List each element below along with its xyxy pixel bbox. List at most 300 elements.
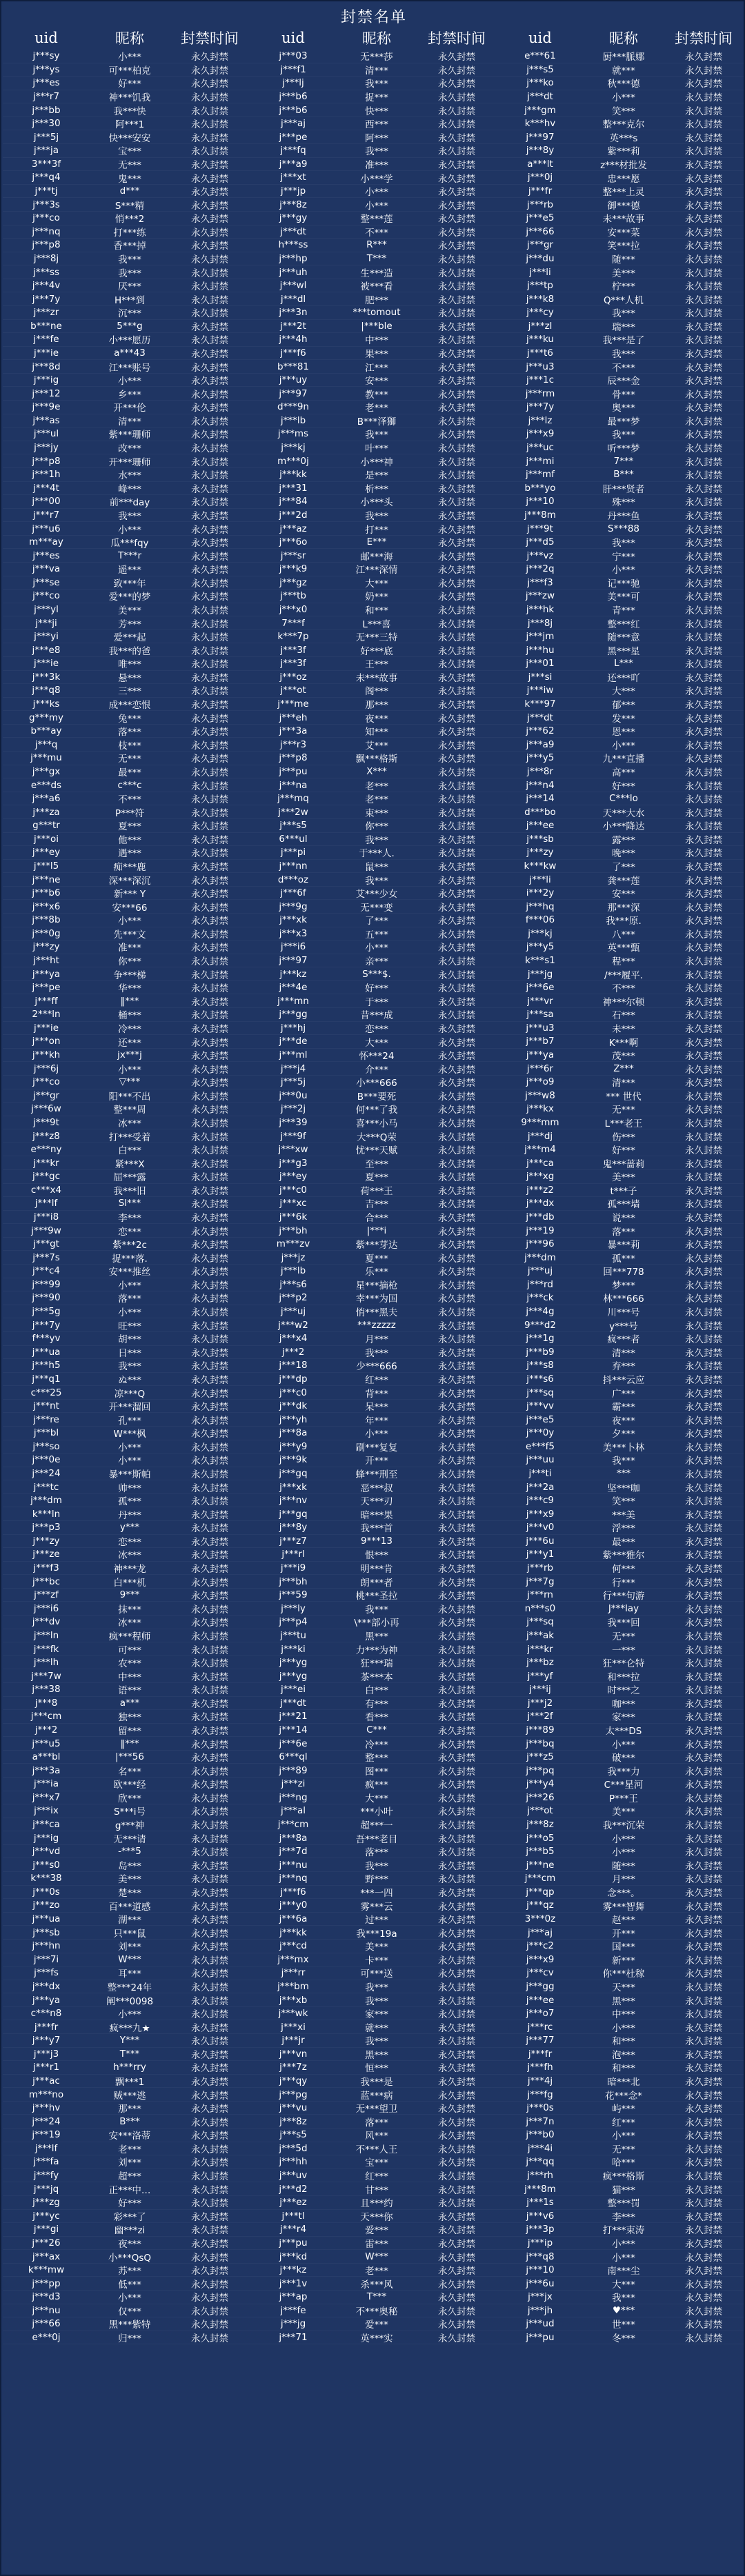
- uid-cell: j***gt: [33, 1238, 59, 1250]
- uid-cell: j***ff: [34, 995, 58, 1007]
- table-row: [3, 590, 250, 603]
- ban-time-cell: 永久封禁: [191, 2117, 228, 2129]
- uid-cell: j***zy: [526, 847, 554, 858]
- table-row: [497, 1211, 744, 1225]
- ban-time-cell: 永久封禁: [191, 1833, 228, 1845]
- ban-time-cell: 永久封禁: [685, 983, 722, 995]
- nickname-cell: 小***: [118, 1456, 141, 1467]
- table-row: [250, 1899, 497, 1913]
- ban-time-cell: 永久封禁: [191, 889, 228, 900]
- uid-cell: j***lf: [34, 2142, 58, 2154]
- uid-cell: 9***mm: [521, 1116, 559, 1128]
- uid-cell: j***fg: [527, 2089, 553, 2100]
- table-row: [250, 846, 497, 860]
- table-row: [497, 833, 744, 847]
- nickname-cell: 落***: [365, 1847, 388, 1859]
- ban-time-cell: 永久封禁: [685, 132, 722, 144]
- nickname-cell: 知***: [365, 727, 388, 738]
- nickname-cell: 芳***: [118, 618, 141, 630]
- table-row: [497, 1332, 744, 1346]
- nickname-cell: 宁***: [612, 551, 635, 563]
- uid-cell: j***eh: [279, 712, 308, 723]
- table-row: [3, 414, 250, 428]
- uid-cell: j***6r: [526, 1063, 554, 1074]
- ban-time-cell: 永久封禁: [438, 1725, 475, 1737]
- uid-cell: j***aj: [527, 1926, 553, 1938]
- nickname-cell: 飘***格斯: [355, 754, 398, 765]
- uid-cell: k***hv: [524, 118, 556, 130]
- nickname-cell: 中***: [365, 335, 388, 347]
- table-row: [250, 671, 497, 685]
- ban-time-cell: 永久封禁: [438, 1213, 475, 1225]
- table-row: [497, 1993, 744, 2007]
- ban-time-cell: 永久封禁: [685, 376, 722, 388]
- nickname-cell: 大***: [365, 578, 388, 590]
- table-row: [497, 1494, 744, 1508]
- nickname-cell: 彩***了: [113, 2211, 146, 2223]
- table-row: [497, 2007, 744, 2021]
- table-row: [497, 171, 744, 185]
- uid-cell: j***2j: [280, 1103, 306, 1115]
- header-ban-time: 封禁时间: [181, 30, 239, 47]
- uid-cell: j***1c: [526, 374, 554, 386]
- ban-time-cell: 永久封禁: [438, 1010, 475, 1022]
- table-row: [497, 522, 744, 536]
- nickname-cell: 香***掉: [113, 241, 146, 252]
- uid-cell: c***x4: [30, 1184, 62, 1196]
- uid-cell: j***ot: [280, 685, 306, 696]
- table-row: [497, 1710, 744, 1724]
- ban-time-cell: 永久封禁: [191, 727, 228, 738]
- table-row: [3, 468, 250, 482]
- ban-time-cell: 永久封禁: [685, 119, 722, 131]
- nickname-cell: 中***: [118, 1671, 141, 1683]
- nickname-cell: 秋***德: [607, 79, 640, 90]
- ban-time-cell: 永久封禁: [685, 1820, 722, 1832]
- table-row: [250, 1751, 497, 1764]
- table-row: [497, 225, 744, 239]
- uid-cell: j***26: [526, 1791, 555, 1803]
- ban-time-cell: 永久封禁: [191, 1010, 228, 1022]
- table-row: [3, 1386, 250, 1400]
- nickname-cell: 不***: [365, 227, 388, 239]
- nickname-cell: 刷***复复: [355, 1442, 398, 1453]
- table-row: [497, 265, 744, 279]
- ban-time-cell: 永久封禁: [191, 618, 228, 630]
- ban-time-cell: 永久封禁: [191, 2104, 228, 2115]
- nickname-cell: 辰***金: [607, 376, 640, 388]
- table-row: [3, 279, 250, 293]
- nickname-cell: 紫***莉: [607, 146, 640, 158]
- nickname-cell: 我***: [365, 1347, 388, 1359]
- ban-time-cell: 永久封禁: [438, 2144, 475, 2155]
- table-row: [250, 2223, 497, 2237]
- ban-time-cell: 永久封禁: [685, 2266, 722, 2277]
- uid-cell: j***ms: [277, 428, 309, 440]
- nickname-cell: 整***罚: [607, 2198, 640, 2210]
- table-row: [250, 401, 497, 414]
- ban-time-cell: 永久封禁: [191, 1793, 228, 1804]
- table-row: [3, 738, 250, 752]
- uid-cell: d***bo: [524, 806, 556, 818]
- table-row: [3, 2331, 250, 2345]
- nickname-cell: 乐***: [365, 1267, 388, 1278]
- nickname-cell: 何***: [612, 1564, 635, 1576]
- ban-time-cell: 永久封禁: [191, 1618, 228, 1629]
- table-row: [3, 1886, 250, 1900]
- table-row: [250, 1453, 497, 1467]
- uid-cell: j***hh: [279, 2156, 308, 2168]
- nickname-cell: 我***首: [360, 1523, 393, 1535]
- uid-cell: j***xk: [279, 914, 307, 926]
- uid-cell: j***gz: [279, 576, 307, 588]
- nickname-cell: 成***恋恨: [108, 700, 151, 712]
- table-row: [250, 819, 497, 833]
- nickname-cell: 暗***北: [607, 2077, 640, 2089]
- uid-cell: j***co: [32, 1076, 60, 1088]
- ban-time-cell: 永久封禁: [685, 1131, 722, 1143]
- ban-time-cell: 永久封禁: [191, 632, 228, 644]
- nickname-cell: 无***: [612, 2144, 635, 2155]
- uid-cell: j***z5: [526, 1751, 554, 1763]
- ban-time-cell: 永久封禁: [438, 1604, 475, 1616]
- uid-cell: j***c0: [279, 1387, 307, 1398]
- table-row: [250, 1778, 497, 1791]
- table-row: [3, 630, 250, 644]
- uid-cell: j***uj: [527, 1265, 553, 1277]
- ban-time-cell: 永久封禁: [191, 645, 228, 657]
- uid-cell: j***de: [279, 1036, 308, 1047]
- ban-time-cell: 永久封禁: [438, 592, 475, 603]
- uid-cell: k***7p: [277, 631, 309, 643]
- nickname-cell: |***i: [366, 1225, 387, 1236]
- uid-cell: j***jz: [281, 1251, 306, 1263]
- uid-cell: j***as: [32, 414, 60, 426]
- nickname-cell: 杀***风: [360, 2279, 393, 2291]
- table-row: [250, 347, 497, 361]
- uid-cell: j***ne: [32, 874, 61, 885]
- uid-cell: j***tb: [280, 590, 306, 602]
- uid-cell: j***y7: [32, 2035, 61, 2046]
- uid-cell: j***b0: [526, 2129, 555, 2141]
- ban-time-cell: 永久封禁: [685, 1145, 722, 1157]
- ban-time-cell: 永久封禁: [685, 2252, 722, 2264]
- table-row: [497, 2115, 744, 2129]
- uid-cell: 6***ql: [279, 1751, 308, 1763]
- table-row: [3, 1764, 250, 1778]
- ban-time-cell: 永久封禁: [191, 1820, 228, 1832]
- uid-cell: j***fy: [33, 2170, 59, 2182]
- table-row: [497, 1049, 744, 1063]
- table-row: [497, 1373, 744, 1387]
- nickname-cell: B***泽獅: [357, 416, 397, 427]
- table-row: [250, 630, 497, 644]
- ban-time-cell: 永久封禁: [438, 727, 475, 738]
- table-row: [250, 1683, 497, 1697]
- table-row: [3, 1265, 250, 1278]
- uid-cell: j***6o: [279, 536, 308, 548]
- ban-time-cell: 永久封禁: [438, 200, 475, 212]
- table-row: [3, 765, 250, 779]
- table-row: [250, 1467, 497, 1481]
- ban-time-cell: 永久封禁: [438, 1618, 475, 1629]
- nickname-cell: 我***: [365, 510, 388, 522]
- ban-time-cell: 永久封禁: [685, 1307, 722, 1319]
- nickname-cell: 5***g: [117, 320, 143, 332]
- table-row: [250, 1211, 497, 1225]
- table-row: [3, 819, 250, 833]
- ban-time-cell: 永久封禁: [191, 1955, 228, 1966]
- uid-cell: j***nq: [32, 225, 61, 237]
- table-row: [250, 2155, 497, 2169]
- table-row: [497, 1886, 744, 1900]
- uid-cell: j***ja: [33, 145, 59, 157]
- nickname-cell: 小***: [118, 524, 141, 536]
- nickname-cell: d***: [119, 185, 140, 197]
- uid-cell: j***6u: [526, 2277, 555, 2289]
- table-row: [3, 1238, 250, 1251]
- uid-cell: j***7w: [31, 1670, 61, 1682]
- uid-cell: j***fq: [280, 145, 306, 157]
- ban-time-cell: 永久封禁: [685, 618, 722, 630]
- uid-cell: j***0s: [32, 1886, 60, 1898]
- nickname-cell: 石***: [612, 1010, 635, 1022]
- nickname-cell: 笑***拉: [607, 241, 640, 252]
- table-row: [497, 1724, 744, 1738]
- table-row: [497, 1480, 744, 1494]
- uid-cell: j***ks: [32, 698, 60, 710]
- table-row: [3, 2102, 250, 2115]
- uid-cell: j***8y: [526, 145, 555, 157]
- nickname-cell: 好***: [118, 2198, 141, 2210]
- nickname-cell: 痴***鹿: [113, 861, 146, 873]
- uid-cell: g***my: [29, 712, 63, 723]
- uid-cell: j***dk: [279, 1400, 308, 1412]
- ban-time-cell: 永久封禁: [191, 403, 228, 414]
- uid-cell: j***y0: [279, 1900, 308, 1911]
- table-row: [250, 130, 497, 144]
- uid-cell: j***24: [32, 1467, 61, 1479]
- ban-time-cell: 永久封禁: [685, 187, 722, 199]
- uid-cell: j***nt: [33, 1400, 59, 1412]
- nickname-cell: T***: [366, 252, 387, 264]
- ban-time-cell: 永久封禁: [438, 1307, 475, 1319]
- nickname-cell: 乡***: [118, 389, 141, 401]
- ban-time-cell: 永久封禁: [191, 376, 228, 388]
- table-row: [250, 657, 497, 671]
- uid-cell: j***ax: [32, 2251, 61, 2262]
- table-row: [497, 374, 744, 388]
- table-row: [3, 887, 250, 900]
- uid-cell: j***ua: [32, 1346, 61, 1358]
- uid-cell: j***fa: [33, 2156, 59, 2168]
- table-row: [497, 414, 744, 428]
- ban-time-cell: 永久封禁: [438, 321, 475, 333]
- uid-cell: j***9k: [279, 1454, 308, 1466]
- nickname-cell: 郁***: [612, 700, 635, 712]
- ban-time-cell: 永久封禁: [191, 268, 228, 279]
- nickname-cell: -***5: [118, 1846, 141, 1858]
- ban-time-cell: 永久封禁: [685, 1105, 722, 1116]
- table-row: [250, 590, 497, 603]
- uid-cell: j***12: [32, 388, 61, 399]
- ban-time-cell: 永久封禁: [438, 1145, 475, 1157]
- table-row: [497, 117, 744, 131]
- uid-cell: j***x3: [279, 927, 308, 939]
- nickname-cell: ***zzzzz: [357, 1319, 396, 1331]
- uid-cell: j***gr: [32, 1089, 60, 1101]
- ban-time-cell: 永久封禁: [191, 1213, 228, 1225]
- table-row: [250, 414, 497, 428]
- nickname-cell: 青***: [612, 605, 635, 616]
- uid-cell: j***ya: [526, 1049, 555, 1061]
- uid-cell: j***sq: [526, 1616, 554, 1628]
- ban-time-cell: 永久封禁: [438, 1388, 475, 1400]
- table-row: [3, 77, 250, 90]
- ban-time-cell: 永久封禁: [191, 2036, 228, 2048]
- table-row: [3, 2129, 250, 2142]
- nickname-cell: 英***实: [360, 2333, 393, 2344]
- nickname-cell: 暴***斯帕: [108, 1469, 151, 1480]
- nickname-cell: 我***回: [607, 1618, 640, 1629]
- table-row: [497, 914, 744, 927]
- nickname-cell: a***: [119, 1697, 140, 1709]
- table-row: [497, 1818, 744, 1832]
- uid-cell: j***2f: [527, 1711, 553, 1722]
- table-row: [497, 752, 744, 765]
- uid-cell: j***0s: [526, 2102, 554, 2114]
- nickname-cell: R***: [366, 239, 387, 251]
- uid-cell: j***jp: [280, 185, 306, 197]
- nickname-cell: 王***: [365, 659, 388, 671]
- uid-cell: j***jq: [33, 2183, 59, 2195]
- nickname-cell: 恋***: [118, 1226, 141, 1238]
- ban-time-cell: 永久封禁: [685, 1887, 722, 1899]
- table-row: [497, 927, 744, 941]
- ban-time-cell: 永久封禁: [191, 848, 228, 860]
- ban-time-cell: 永久封禁: [438, 132, 475, 144]
- ban-time-cell: 永久封禁: [685, 848, 722, 860]
- uid-cell: j***ly: [281, 1602, 306, 1614]
- uid-cell: j***dt: [280, 1697, 306, 1709]
- table-row: [250, 387, 497, 401]
- uid-cell: j***hu: [526, 644, 555, 656]
- ban-time-cell: 永久封禁: [685, 403, 722, 414]
- uid-cell: j***s5: [526, 63, 554, 75]
- ban-time-cell: 永久封禁: [191, 416, 228, 427]
- ban-time-cell: 永久封禁: [685, 497, 722, 509]
- nickname-cell: 小***: [118, 376, 141, 388]
- table-row: [3, 1170, 250, 1184]
- uid-cell: j***ys: [32, 63, 60, 75]
- uid-cell: j***3f: [280, 658, 306, 670]
- ban-time-cell: 永久封禁: [685, 1267, 722, 1278]
- table-row: [3, 1427, 250, 1440]
- ban-time-cell: 永久封禁: [685, 2063, 722, 2075]
- ban-time-cell: 永久封禁: [191, 443, 228, 455]
- table-row: [3, 1629, 250, 1643]
- uid-cell: j***tu: [280, 1629, 306, 1641]
- ban-time-cell: 永久封禁: [438, 2117, 475, 2129]
- table-row: [3, 1602, 250, 1616]
- ban-time-cell: 永久封禁: [191, 578, 228, 590]
- nickname-cell: 世***: [612, 2320, 635, 2331]
- table-row: [497, 954, 744, 968]
- table-row: [250, 2304, 497, 2318]
- nickname-cell: ***美: [612, 1509, 635, 1521]
- nickname-cell: 和***: [612, 2036, 635, 2048]
- uid-cell: j***ud: [526, 2318, 555, 2330]
- nickname-cell: 清***: [118, 416, 141, 427]
- ban-time-cell: 永久封禁: [685, 794, 722, 806]
- nickname-cell: a***43: [114, 348, 146, 359]
- uid-cell: j***5g: [32, 1306, 61, 1318]
- nickname-cell: 屿***: [612, 2104, 635, 2115]
- nickname-cell: 桃***圣拉: [355, 1591, 398, 1602]
- table-row: [250, 981, 497, 995]
- uid-cell: j***4j: [527, 2075, 553, 2086]
- uid-cell: j***rn: [527, 1589, 553, 1601]
- uid-cell: j***xt: [280, 172, 306, 183]
- table-row: [497, 2169, 744, 2183]
- ban-time-cell: 永久封禁: [685, 1172, 722, 1184]
- nickname-cell: 我***: [118, 268, 141, 279]
- table-row: [497, 333, 744, 347]
- ban-time-cell: 永久封禁: [191, 2306, 228, 2317]
- uid-cell: j***wk: [278, 2008, 308, 2020]
- ban-time-cell: 永久封禁: [438, 700, 475, 712]
- nickname-cell: 肝***贤者: [602, 483, 645, 495]
- nickname-cell: 打***束涛: [602, 2225, 645, 2237]
- table-row: [497, 50, 744, 63]
- header-ban-time: 封禁时间: [428, 30, 486, 47]
- nickname-cell: 安***推丝: [108, 1267, 151, 1278]
- nickname-cell: 不***奥秘: [355, 2306, 398, 2317]
- nickname-cell: 夜***: [612, 1415, 635, 1427]
- table-row: [497, 1521, 744, 1535]
- nickname-cell: 红***: [365, 1374, 388, 1386]
- nickname-cell: 艾***少女: [355, 889, 398, 900]
- uid-cell: j***10: [526, 2264, 555, 2276]
- uid-cell: j***i6: [33, 1602, 59, 1614]
- table-row: [250, 1697, 497, 1711]
- uid-cell: j***lf: [34, 1198, 58, 1209]
- table-row: [3, 374, 250, 388]
- nickname-cell: 屈***露: [113, 1172, 146, 1184]
- nickname-cell: 背***: [365, 1388, 388, 1400]
- table-row: [250, 563, 497, 576]
- uid-cell: j***v0: [526, 1522, 555, 1533]
- ban-time-cell: 永久封禁: [685, 241, 722, 252]
- nickname-cell: 我***: [612, 349, 635, 361]
- ban-time-cell: 永久封禁: [685, 52, 722, 63]
- uid-cell: j***71: [279, 2331, 308, 2343]
- ban-time-cell: 永久封禁: [191, 1942, 228, 1953]
- uid-cell: j***li: [529, 266, 551, 278]
- table-row: [3, 495, 250, 509]
- uid-cell: j***vd: [32, 1846, 61, 1858]
- ban-time-cell: 永久封禁: [191, 2320, 228, 2331]
- nickname-cell: 无***三特: [355, 632, 398, 644]
- ban-time-cell: 永久封禁: [685, 1955, 722, 1966]
- ban-time-cell: 永久封禁: [191, 2184, 228, 2196]
- uid-cell: j***co: [32, 212, 60, 224]
- ban-time-cell: 永久封禁: [191, 956, 228, 968]
- table-row: [250, 1913, 497, 1926]
- uid-cell: j***gx: [32, 765, 61, 777]
- uid-cell: j***on: [32, 1036, 61, 1047]
- ban-time-cell: 永久封禁: [438, 578, 475, 590]
